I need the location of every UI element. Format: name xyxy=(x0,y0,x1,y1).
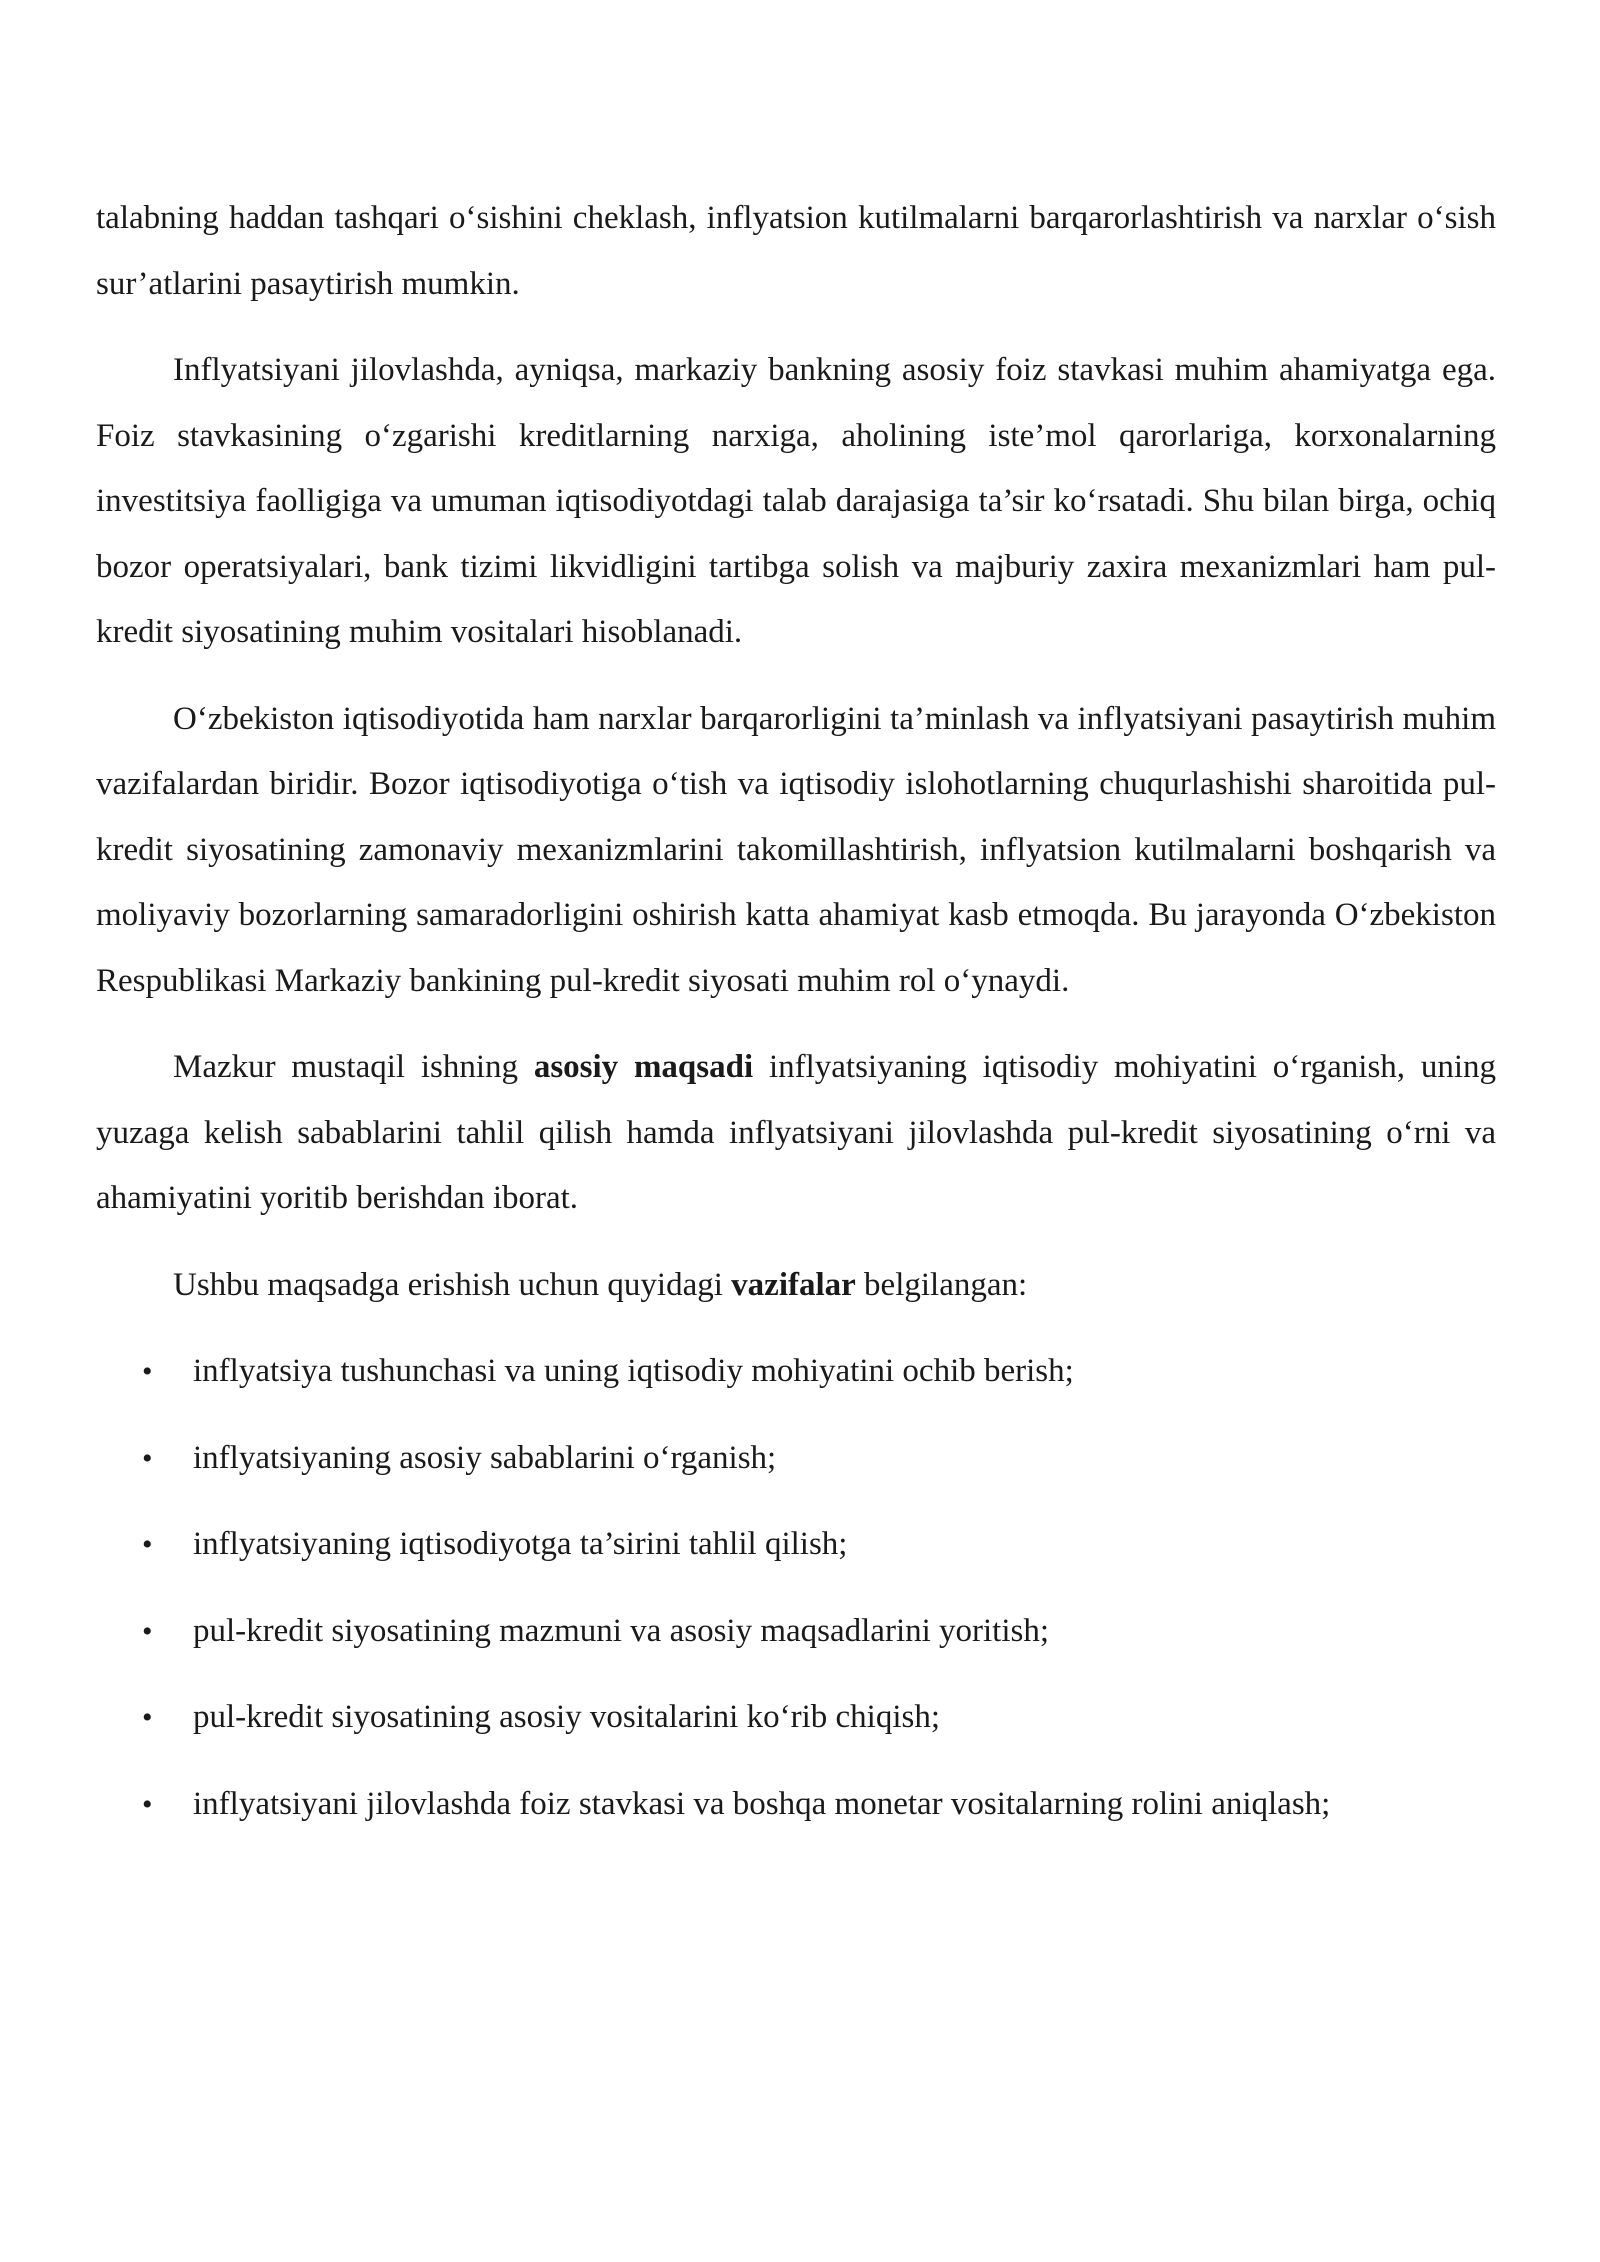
list-item xyxy=(96,1512,1496,1578)
list-item xyxy=(96,1426,1496,1492)
tasks-intro-start: Ushbu maqsadga erishish uchun quyidagi xyxy=(173,1266,732,1303)
list-item-text: pul-kredit siyosatining mazmuni va asosiy maqsadlarini yoritish; xyxy=(193,1612,1050,1649)
bullet-icon: • xyxy=(142,1701,153,1734)
goal-text-end: inflyatsiyaning iqtisodiy mohiyatini o‘rganish, uning yuzaga kelish sabablarini tahlil qilish hamda inflyatsiyani jilovlashda pul-kredit siyosatining o‘rni va ahamiyatini yoritib berishdan iborat. xyxy=(96,1049,1496,1216)
list-item xyxy=(96,1685,1496,1751)
goal-text-start: Mazkur mustaqil ishning xyxy=(173,1049,534,1085)
tasks-intro-end: belgilangan: xyxy=(855,1266,1028,1303)
bullet-icon: • xyxy=(142,1355,153,1388)
list-item-text: pul-kredit siyosatining asosiy vositalarini ko‘rib chiqish; xyxy=(193,1699,940,1735)
document-page xyxy=(96,186,1496,1858)
list-item xyxy=(96,1599,1496,1665)
list-item-text: inflyatsiyaning asosiy sabablarini o‘rganish; xyxy=(193,1439,777,1476)
paragraph-goal xyxy=(96,1035,1496,1232)
paragraph-tasks-intro xyxy=(96,1253,1496,1319)
task-list xyxy=(96,1339,1496,1837)
bullet-icon: • xyxy=(142,1441,153,1475)
list-item xyxy=(96,1339,1496,1405)
bullet-icon: • xyxy=(142,1787,153,1821)
paragraph-continuation: talabning haddan tashqari o‘sishini cheklash, inflyatsion kutilmalarni barqarorlashtirish va narxlar o‘sish sur’atlarini pasaytirish mumkin. xyxy=(96,200,1496,302)
list-item-text: inflyatsiya tushunchasi va uning iqtisodiy mohiyatini ochib berish; xyxy=(193,1353,1074,1389)
list-item-text: inflyatsiyani jilovlashda foiz stavkasi va boshqa monetar vositalarning rolini aniqlash; xyxy=(193,1785,1331,1822)
tasks-bold-term: vazifalar xyxy=(731,1266,856,1303)
list-item xyxy=(96,1772,1496,1838)
goal-bold-term: asosiy maqsadi xyxy=(533,1049,754,1085)
paragraph-interest-rate: Inflyatsiyani jilovlashda, ayniqsa, markaziy bankning asosiy foiz stavkasi muhim ahamiyatga ega. Foiz stavkasining o‘zgarishi kreditlarning narxiga, aholining iste’mol qarorlariga, korxonalarning investitsiya faolligiga va umuman iqtisodiyotdagi talab darajasiga ta’sir ko‘rsatadi. Shu bilan birga, ochiq bozor operatsiyalari, bank tizimi likvidligini tartibga solish va majburiy zaxira mexanizmlari ham pul-kredit siyosatining muhim vositalari hisoblanadi. xyxy=(96,352,1496,650)
bullet-icon: • xyxy=(142,1528,153,1561)
paragraph-uzbekistan: O‘zbekiston iqtisodiyotida ham narxlar barqarorligini ta’minlash va inflyatsiyani pasaytirish muhim vazifalardan biridir. Bozor iqtisodiyotiga o‘tish va iqtisodiy islohotlarning chuqurlashishi sharoitida pul-kredit siyosatining zamonaviy mexanizmlarini takomillashtirish, inflyatsion kutilmalarni boshqarish va moliyaviy bozorlarning samaradorligini oshirish katta ahamiyat kasb etmoqda. Bu jarayonda O‘zbekiston Respublikasi Markaziy bankining pul-kredit siyosati muhim rol o‘ynaydi. xyxy=(96,700,1496,999)
bullet-icon: • xyxy=(142,1614,153,1648)
list-item-text: inflyatsiyaning iqtisodiyotga ta’sirini tahlil qilish; xyxy=(193,1526,848,1562)
